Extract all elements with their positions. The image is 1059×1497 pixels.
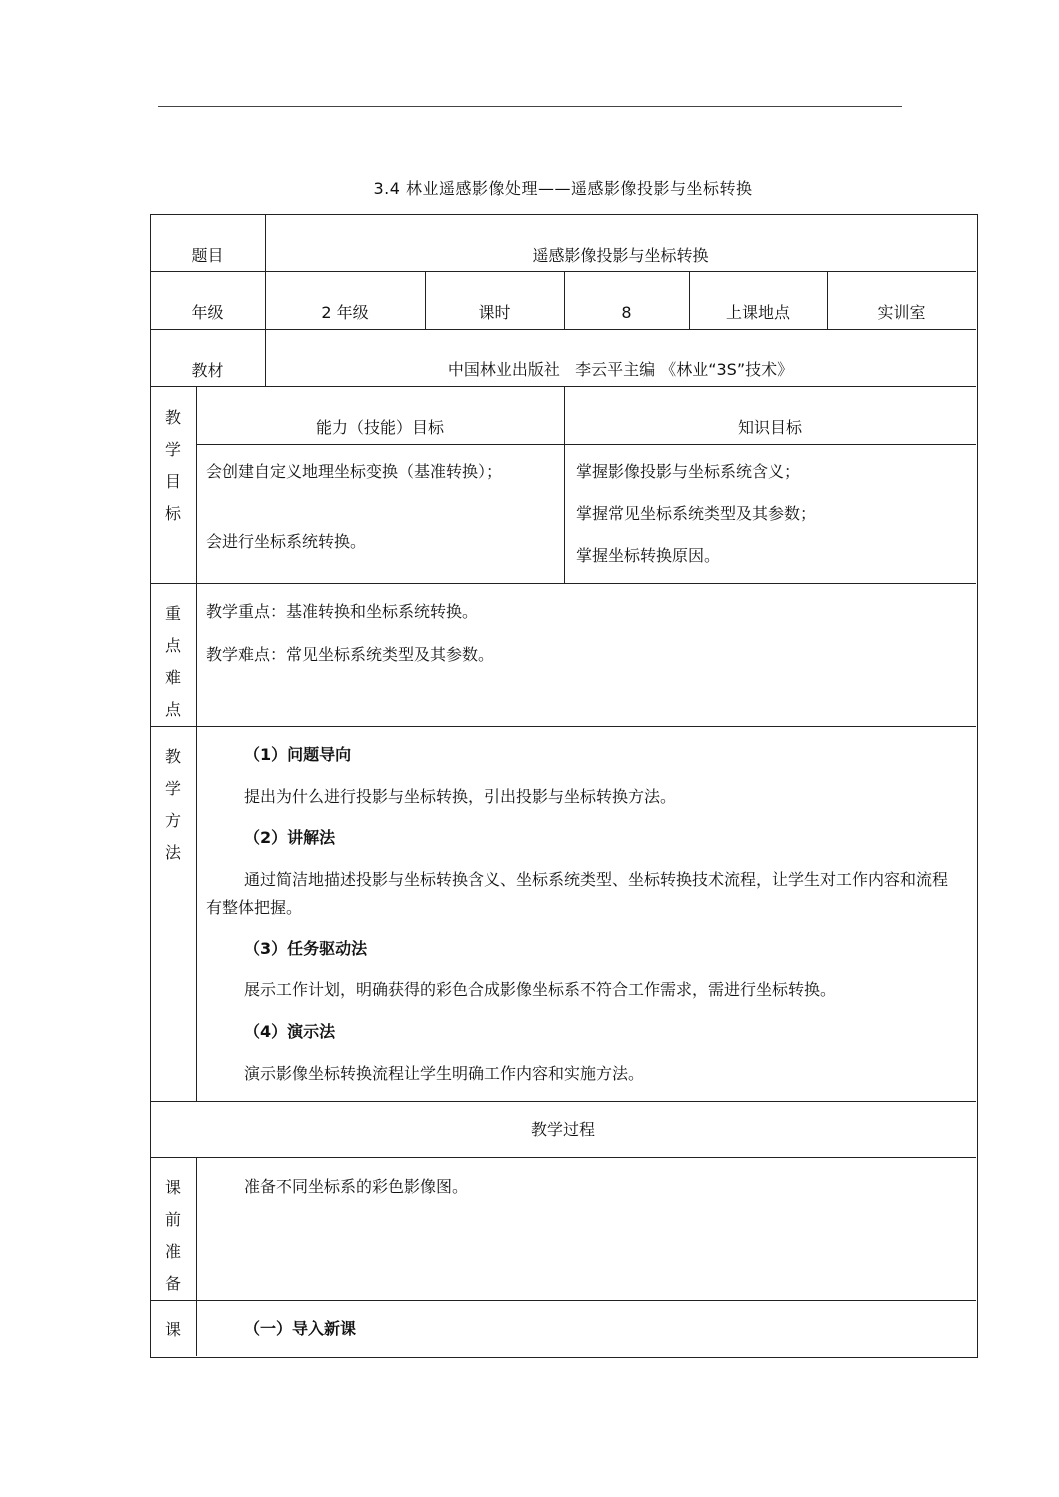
col-divider [196,386,197,1101]
ability-item: 会创建自定义地理坐标变换（基准转换）； [206,462,503,481]
knowledge-header: 知识目标 [737,418,802,437]
document-title: 3.4 林业遥感影像处理——遥感影像投影与坐标转换 [373,179,753,198]
keypoint-item: 教学难点：常见坐标系统类型及其参数。 [206,645,495,664]
method-text: 展示工作计划，明确获得的彩色合成影像坐标系不符合工作需求，需进行坐标转换。 [244,980,837,999]
page-header-rule [158,106,902,107]
process-header: 教学过程 [530,1120,595,1139]
hours-label: 课时 [478,303,511,322]
row-divider [150,1157,976,1158]
grade-label: 年级 [191,303,224,322]
knowledge-item: 掌握常见坐标系统类型及其参数； [576,504,817,523]
row-divider [150,1300,976,1301]
method-heading: （2）讲解法 [244,828,336,847]
hours-value: 8 [621,303,632,322]
objectives-label: 教 学 目 标 [164,408,181,523]
topic-value: 遥感影像投影与坐标转换 [532,246,709,265]
place-label: 上课地点 [725,303,790,322]
grade-value: 2 年级 [321,303,369,322]
method-text: 演示影像坐标转换流程让学生明确工作内容和实施方法。 [244,1064,645,1083]
topic-label: 题目 [191,246,224,265]
prep-label: 课 前 准 备 [164,1178,181,1293]
row-divider [150,1101,976,1102]
row-divider [150,583,976,584]
prep-text: 准备不同坐标系的彩色影像图。 [244,1177,469,1196]
textbook-label: 教材 [191,361,224,380]
class-heading: （一）导入新课 [244,1319,357,1338]
ability-item: 会进行坐标系统转换。 [206,532,367,551]
row-divider [150,386,976,387]
row-divider [150,271,976,272]
row-divider [150,726,976,727]
row-divider [196,444,976,445]
col-divider [196,1157,197,1356]
knowledge-item: 掌握影像投影与坐标系统含义； [576,462,801,481]
method-text: 通过简洁地描述投影与坐标转换含义、坐标系统类型、坐标转换技术流程，让学生对工作内容和流程有整体把握。 [206,870,949,917]
knowledge-item: 掌握坐标转换原因。 [576,546,721,565]
keypoint-item: 教学重点：基准转换和坐标系统转换。 [206,602,479,621]
method-heading: （4）演示法 [244,1022,336,1041]
method-text: 提出为什么进行投影与坐标转换，引出投影与坐标转换方法。 [244,787,677,806]
class-label: 课 [164,1320,181,1339]
place-value: 实训室 [877,303,926,322]
col-divider [564,386,565,583]
methods-label: 教 学 方 法 [164,747,181,862]
keypoints-label: 重 点 难 点 [164,604,181,719]
textbook-value: 中国林业出版社 李云平主编 《林业“3S”技术》 [447,360,794,379]
row-divider [150,329,976,330]
method-heading: （3）任务驱动法 [244,939,368,958]
ability-header: 能力（技能）目标 [315,418,444,437]
method-heading: （1）问题导向 [244,745,352,764]
